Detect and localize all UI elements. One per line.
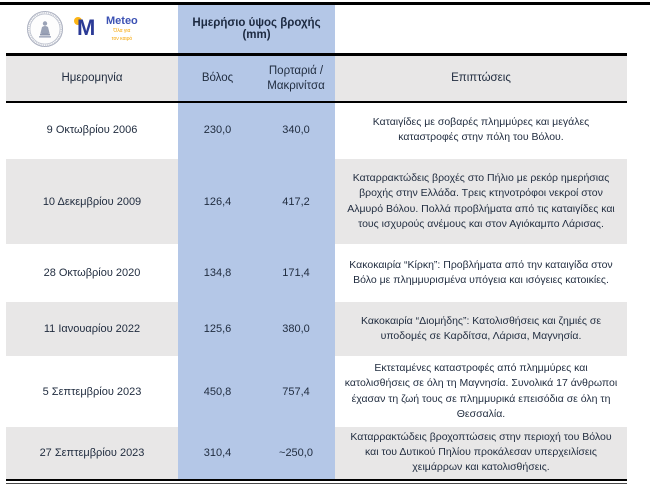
row-volos-value: 450,8: [178, 358, 257, 427]
meteo-brand-text: Meteo: [106, 15, 138, 27]
meteo-logo: [74, 16, 138, 42]
row-volos-value: 134,8: [178, 246, 257, 302]
observatory-seal-icon: [26, 10, 64, 48]
table-title: Ημερήσιο ύψος βροχής (mm): [178, 5, 335, 53]
row-impacts: Καταρρακτώδεις βροχοπτώσεις στην περιοχή του Βόλου και του Δυτικού Πηλίου προκάλεσαν υπερχειλίσεις χειμάρρων και κατολισθήσεις.: [335, 427, 627, 479]
row-impacts: Κακοκαιρία “Διομήδης”: Κατολισθήσεις και ζημιές σε υποδομές σε Καρδίτσα, Λάρισα, Μαγνησία.: [335, 302, 627, 358]
row-impacts: Εκτεταμένες καταστροφές από πλημμύρες και κατολισθήσεις σε όλη τη Μαγνησία. Συνολικά 17 άνθρωποι έχασαν τη ζωή τους σε πλημμυρικά επεισόδια σε όλη τη Θεσσαλία.: [335, 358, 627, 427]
row-date: 9 Οκτωβρίου 2006: [6, 103, 178, 159]
table-row: [6, 427, 627, 478]
bottom-border-thin-line: [6, 483, 627, 484]
table-row: [6, 358, 627, 427]
row-impacts: Καταρρακτώδεις βροχές στο Πήλιο με ρεκόρ ημερήσιας βροχής στην Ελλάδα. Τρεις κτηνοτρόφοι νεκροί στον Αλμυρό Βόλου. Πολλά προβλήματα από τις καταιγίδες και τους ισχυρούς ανέμους και στον Αγιόκαμπο Λάρισας.: [335, 159, 627, 246]
row-volos-value: 230,0: [178, 103, 257, 159]
meteo-m-letter: M: [77, 15, 95, 40]
table-row: [6, 302, 627, 358]
row-volos-value: 310,4: [178, 427, 257, 479]
row-portaria-value: 757,4: [257, 358, 335, 427]
row-portaria-value: 380,0: [257, 302, 335, 358]
logos-cell: [6, 5, 178, 53]
row-date: 5 Σεπτεμβρίου 2023: [6, 358, 178, 427]
logo-row-spacer: [335, 5, 627, 53]
row-volos-value: 126,4: [178, 159, 257, 246]
column-header-volos: Βόλος: [178, 56, 257, 101]
column-header-date: Ημερομηνία: [6, 56, 178, 101]
table-row: [6, 246, 627, 302]
table-row: [6, 159, 627, 246]
rainfall-table: [6, 5, 627, 478]
row-impacts: Καταιγίδες με σοβαρές πλημμύρες και μεγάλες καταστροφές στην πόλη του Βόλου.: [335, 103, 627, 159]
meteo-wordmark: [106, 16, 138, 42]
row-impacts: Κακοκαιρία “Κίρκη”: Προβλήματα από την καταιγίδα στον Βόλο με πλημμυρισμένα υπόγεια και ισόγειες κατοικίες.: [335, 246, 627, 302]
meteo-tagline-line2: τον καιρό: [111, 35, 133, 42]
row-date: 11 Ιανουαρίου 2022: [6, 302, 178, 358]
row-portaria-value: 417,2: [257, 159, 335, 246]
row-portaria-value: 340,0: [257, 103, 335, 159]
row-volos-value: 125,6: [178, 302, 257, 358]
column-header-portaria: Πορταριά / Μακρινίτσα: [257, 56, 335, 101]
row-portaria-value: ~250,0: [257, 427, 335, 479]
row-date: 28 Οκτωβρίου 2020: [6, 246, 178, 302]
row-portaria-value: 171,4: [257, 246, 335, 302]
meteo-m-icon: [74, 16, 102, 42]
column-header-impacts: Επιπτώσεις: [335, 56, 627, 101]
row-date: 27 Σεπτεμβρίου 2023: [6, 427, 178, 479]
row-date: 10 Δεκεμβρίου 2009: [6, 159, 178, 246]
bottom-border: [6, 478, 627, 484]
meteo-tagline-line1: Όλα για: [113, 28, 131, 34]
column-header-row: [6, 56, 627, 101]
logo-row: [6, 5, 627, 53]
table-row: [6, 103, 627, 159]
